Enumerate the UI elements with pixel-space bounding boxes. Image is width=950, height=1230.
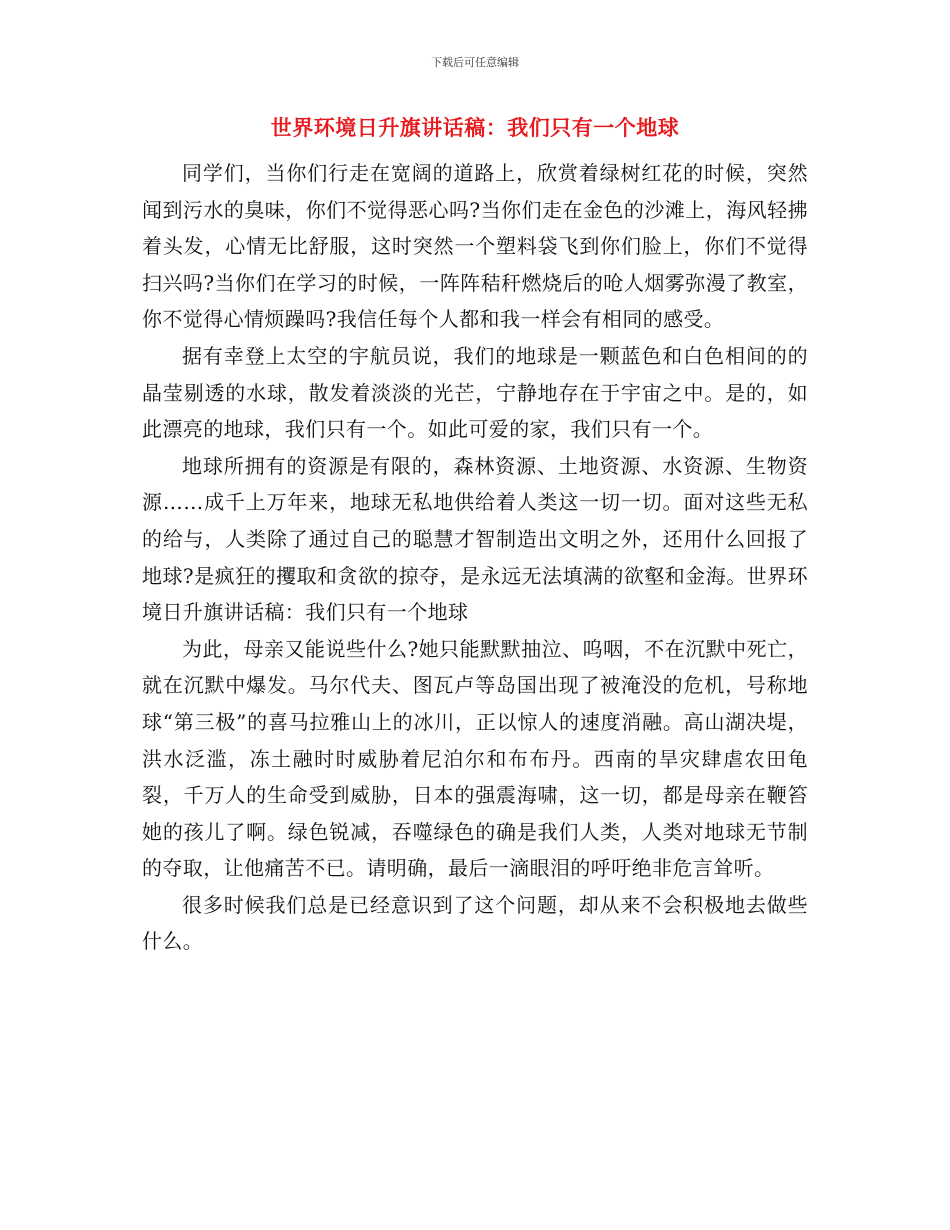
paragraph-3: 地球所拥有的资源是有限的，森林资源、土地资源、水资源、生物资源……成千上万年来，地球无私地供给着人类这一切一切。面对这些无私的给与，人类除了通过自己的聪慧才智制造出文明之外，还用什么回报了地球?是疯狂的攫取和贪欲的掠夺，是永远无法填满的欲壑和金海。世界环境日升旗讲话稿：我们只有一个地球 bbox=[142, 453, 808, 625]
paragraph-2: 据有幸登上太空的宇航员说，我们的地球是一颗蓝色和白色相间的的晶莹剔透的水球，散发着淡淡的光芒，宁静地存在于宇宙之中。是的，如此漂亮的地球，我们只有一个。如此可爱的家，我们只有一个。 bbox=[142, 343, 808, 442]
paragraph-5: 很多时候我们总是已经意识到了这个问题，却从来不会积极地去做些什么。 bbox=[142, 892, 808, 954]
paragraph-1: 同学们，当你们行走在宽阔的道路上，欣赏着绿树红花的时候，突然闻到污水的臭味，你们不觉得恶心吗?当你们走在金色的沙滩上，海风轻拂着头发，心情无比舒服，这时突然一个塑料袋飞到你们脸上，你们不觉得扫兴吗?当你们在学习的时候，一阵阵秸秆燃烧后的呛人烟雾弥漫了教室，你不觉得心情烦躁吗?我信任每个人都和我一样会有相同的感受。 bbox=[142, 161, 808, 332]
document-body bbox=[142, 155, 808, 960]
paragraph-4: 为此，母亲又能说些什么?她只能默默抽泣、呜咽，不在沉默中死亡，就在沉默中爆发。马尔代夫、图瓦卢等岛国出现了被淹没的危机，号称地球“第三极”的喜马拉雅山上的冰川，正以惊人的速度消融。高山湖决堤，洪水泛滥，冻土融时时威胁着尼泊尔和布布丹。西南的旱灾肆虐农田龟裂，千万人的生命受到威胁，日本的强震海啸，这一切，都是母亲在鞭笞她的孩儿了啊。绿色锐减，吞噬绿色的确是我们人类，人类对地球无节制的夺取，让他痛苦不已。请明确，最后一滴眼泪的呼吁绝非危言耸听。 bbox=[142, 636, 808, 881]
document-title: 世界环境日升旗讲话稿：我们只有一个地球 bbox=[270, 116, 680, 140]
header-note: 下载后可任意编辑 bbox=[431, 56, 519, 69]
